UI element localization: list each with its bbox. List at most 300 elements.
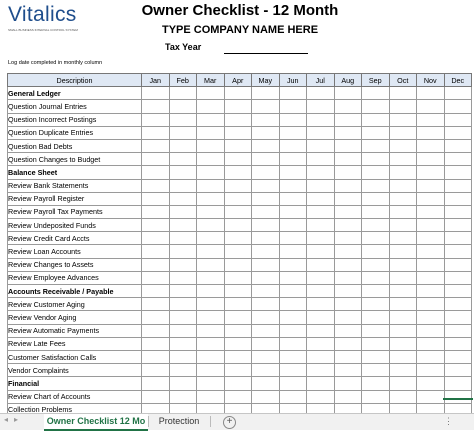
month-date-cell[interactable]	[307, 113, 335, 126]
month-date-cell[interactable]	[362, 271, 390, 284]
month-date-cell[interactable]	[169, 311, 197, 324]
month-date-cell[interactable]	[197, 232, 225, 245]
month-date-cell[interactable]	[444, 113, 472, 126]
month-date-cell[interactable]	[252, 113, 280, 126]
month-date-cell[interactable]	[224, 126, 252, 139]
month-date-cell[interactable]	[334, 192, 362, 205]
month-date-cell[interactable]	[224, 232, 252, 245]
month-date-cell[interactable]	[252, 245, 280, 258]
month-date-cell[interactable]	[334, 337, 362, 350]
month-date-cell[interactable]	[389, 258, 417, 271]
month-date-cell[interactable]	[252, 337, 280, 350]
month-date-cell[interactable]	[389, 271, 417, 284]
month-date-cell[interactable]	[252, 139, 280, 152]
month-date-cell[interactable]	[334, 311, 362, 324]
month-date-cell[interactable]	[417, 192, 445, 205]
month-date-cell[interactable]	[197, 285, 225, 298]
month-date-cell[interactable]	[224, 271, 252, 284]
month-date-cell[interactable]	[197, 324, 225, 337]
month-date-cell[interactable]	[142, 166, 170, 179]
month-date-cell[interactable]	[389, 377, 417, 390]
month-date-cell[interactable]	[197, 179, 225, 192]
month-date-cell[interactable]	[307, 139, 335, 152]
month-date-cell[interactable]	[224, 364, 252, 377]
month-date-cell[interactable]	[142, 100, 170, 113]
month-date-cell[interactable]	[362, 258, 390, 271]
month-date-cell[interactable]	[169, 245, 197, 258]
month-date-cell[interactable]	[169, 350, 197, 363]
month-date-cell[interactable]	[224, 219, 252, 232]
month-date-cell[interactable]	[417, 219, 445, 232]
month-date-cell[interactable]	[389, 205, 417, 218]
month-date-cell[interactable]	[197, 258, 225, 271]
month-date-cell[interactable]	[252, 100, 280, 113]
month-date-cell[interactable]	[169, 258, 197, 271]
month-date-cell[interactable]	[224, 245, 252, 258]
month-date-cell[interactable]	[279, 337, 307, 350]
month-date-cell[interactable]	[362, 179, 390, 192]
month-date-cell[interactable]	[417, 205, 445, 218]
month-date-cell[interactable]	[334, 285, 362, 298]
month-date-cell[interactable]	[334, 179, 362, 192]
month-date-cell[interactable]	[444, 324, 472, 337]
month-date-cell[interactable]	[224, 311, 252, 324]
month-date-cell[interactable]	[169, 403, 197, 413]
month-date-cell[interactable]	[417, 153, 445, 166]
month-date-cell[interactable]	[334, 205, 362, 218]
month-date-cell[interactable]	[169, 390, 197, 403]
month-date-cell[interactable]	[334, 113, 362, 126]
month-date-cell[interactable]	[362, 219, 390, 232]
month-date-cell[interactable]	[389, 139, 417, 152]
month-date-cell[interactable]	[197, 390, 225, 403]
month-date-cell[interactable]	[444, 166, 472, 179]
month-date-cell[interactable]	[224, 100, 252, 113]
month-date-cell[interactable]	[334, 153, 362, 166]
month-date-cell[interactable]	[279, 205, 307, 218]
month-date-cell[interactable]	[362, 298, 390, 311]
month-date-cell[interactable]	[279, 390, 307, 403]
tab-protection[interactable]: Protection	[158, 416, 200, 426]
month-date-cell[interactable]	[252, 271, 280, 284]
month-date-cell[interactable]	[252, 166, 280, 179]
month-date-cell[interactable]	[362, 390, 390, 403]
month-date-cell[interactable]	[224, 403, 252, 413]
month-date-cell[interactable]	[444, 87, 472, 100]
month-date-cell[interactable]	[444, 192, 472, 205]
month-date-cell[interactable]	[224, 153, 252, 166]
month-date-cell[interactable]	[224, 166, 252, 179]
month-date-cell[interactable]	[444, 390, 472, 403]
month-date-cell[interactable]	[389, 245, 417, 258]
month-date-cell[interactable]	[252, 298, 280, 311]
month-date-cell[interactable]	[224, 324, 252, 337]
month-date-cell[interactable]	[389, 100, 417, 113]
sheet-nav-arrows-icon[interactable]: ◂▸	[4, 415, 25, 424]
month-date-cell[interactable]	[279, 192, 307, 205]
month-date-cell[interactable]	[169, 377, 197, 390]
month-date-cell[interactable]	[334, 139, 362, 152]
month-date-cell[interactable]	[169, 324, 197, 337]
month-date-cell[interactable]	[307, 403, 335, 413]
month-date-cell[interactable]	[334, 245, 362, 258]
month-date-cell[interactable]	[389, 350, 417, 363]
month-date-cell[interactable]	[307, 153, 335, 166]
month-date-cell[interactable]	[362, 153, 390, 166]
month-date-cell[interactable]	[142, 311, 170, 324]
month-date-cell[interactable]	[362, 113, 390, 126]
add-sheet-icon[interactable]: +	[223, 416, 236, 429]
month-date-cell[interactable]	[417, 179, 445, 192]
month-date-cell[interactable]	[197, 192, 225, 205]
month-date-cell[interactable]	[389, 192, 417, 205]
month-date-cell[interactable]	[334, 377, 362, 390]
month-date-cell[interactable]	[197, 166, 225, 179]
month-date-cell[interactable]	[197, 126, 225, 139]
month-date-cell[interactable]	[307, 205, 335, 218]
month-date-cell[interactable]	[142, 192, 170, 205]
month-date-cell[interactable]	[307, 232, 335, 245]
month-date-cell[interactable]	[169, 337, 197, 350]
month-date-cell[interactable]	[417, 126, 445, 139]
month-date-cell[interactable]	[417, 350, 445, 363]
month-date-cell[interactable]	[197, 153, 225, 166]
month-date-cell[interactable]	[279, 232, 307, 245]
month-date-cell[interactable]	[417, 258, 445, 271]
month-date-cell[interactable]	[417, 166, 445, 179]
month-date-cell[interactable]	[334, 364, 362, 377]
month-date-cell[interactable]	[444, 205, 472, 218]
month-date-cell[interactable]	[279, 139, 307, 152]
month-date-cell[interactable]	[307, 87, 335, 100]
month-date-cell[interactable]	[362, 245, 390, 258]
month-date-cell[interactable]	[362, 324, 390, 337]
month-date-cell[interactable]	[444, 153, 472, 166]
month-date-cell[interactable]	[389, 166, 417, 179]
month-date-cell[interactable]	[224, 205, 252, 218]
month-date-cell[interactable]	[142, 245, 170, 258]
month-date-cell[interactable]	[169, 100, 197, 113]
month-date-cell[interactable]	[279, 219, 307, 232]
month-date-cell[interactable]	[197, 337, 225, 350]
month-date-cell[interactable]	[307, 245, 335, 258]
month-date-cell[interactable]	[279, 100, 307, 113]
month-date-cell[interactable]	[334, 87, 362, 100]
month-date-cell[interactable]	[169, 87, 197, 100]
month-date-cell[interactable]	[279, 285, 307, 298]
tax-year-input-line[interactable]	[224, 53, 308, 54]
month-date-cell[interactable]	[252, 153, 280, 166]
month-date-cell[interactable]	[197, 205, 225, 218]
month-date-cell[interactable]	[252, 126, 280, 139]
month-date-cell[interactable]	[444, 377, 472, 390]
month-date-cell[interactable]	[307, 377, 335, 390]
month-date-cell[interactable]	[334, 403, 362, 413]
month-date-cell[interactable]	[197, 298, 225, 311]
month-date-cell[interactable]	[224, 113, 252, 126]
month-date-cell[interactable]	[252, 205, 280, 218]
month-date-cell[interactable]	[197, 377, 225, 390]
month-date-cell[interactable]	[389, 337, 417, 350]
month-date-cell[interactable]	[307, 219, 335, 232]
month-date-cell[interactable]	[279, 166, 307, 179]
month-date-cell[interactable]	[307, 337, 335, 350]
month-date-cell[interactable]	[362, 139, 390, 152]
month-date-cell[interactable]	[417, 100, 445, 113]
month-date-cell[interactable]	[417, 298, 445, 311]
month-date-cell[interactable]	[252, 324, 280, 337]
month-date-cell[interactable]	[389, 311, 417, 324]
month-date-cell[interactable]	[362, 377, 390, 390]
month-date-cell[interactable]	[142, 205, 170, 218]
month-date-cell[interactable]	[444, 271, 472, 284]
month-date-cell[interactable]	[252, 179, 280, 192]
month-date-cell[interactable]	[279, 258, 307, 271]
month-date-cell[interactable]	[142, 139, 170, 152]
month-date-cell[interactable]	[142, 232, 170, 245]
month-date-cell[interactable]	[169, 192, 197, 205]
month-date-cell[interactable]	[142, 403, 170, 413]
month-date-cell[interactable]	[197, 350, 225, 363]
month-date-cell[interactable]	[444, 100, 472, 113]
month-date-cell[interactable]	[417, 245, 445, 258]
month-date-cell[interactable]	[279, 153, 307, 166]
month-date-cell[interactable]	[444, 337, 472, 350]
month-date-cell[interactable]	[224, 258, 252, 271]
month-date-cell[interactable]	[224, 337, 252, 350]
month-date-cell[interactable]	[224, 139, 252, 152]
month-date-cell[interactable]	[362, 192, 390, 205]
month-date-cell[interactable]	[169, 153, 197, 166]
month-date-cell[interactable]	[252, 364, 280, 377]
month-date-cell[interactable]	[142, 364, 170, 377]
month-date-cell[interactable]	[362, 205, 390, 218]
month-date-cell[interactable]	[362, 100, 390, 113]
month-date-cell[interactable]	[197, 271, 225, 284]
month-date-cell[interactable]	[389, 87, 417, 100]
month-date-cell[interactable]	[279, 87, 307, 100]
month-date-cell[interactable]	[334, 100, 362, 113]
month-date-cell[interactable]	[307, 364, 335, 377]
month-date-cell[interactable]	[279, 403, 307, 413]
month-date-cell[interactable]	[252, 232, 280, 245]
month-date-cell[interactable]	[334, 219, 362, 232]
tab-owner-checklist[interactable]: Owner Checklist 12 Mo	[44, 414, 148, 431]
month-date-cell[interactable]	[417, 311, 445, 324]
month-date-cell[interactable]	[307, 179, 335, 192]
company-name-cell[interactable]: TYPE COMPANY NAME HERE	[161, 24, 319, 36]
month-date-cell[interactable]	[197, 245, 225, 258]
month-date-cell[interactable]	[362, 403, 390, 413]
month-date-cell[interactable]	[169, 113, 197, 126]
month-date-cell[interactable]	[417, 285, 445, 298]
month-date-cell[interactable]	[307, 324, 335, 337]
month-date-cell[interactable]	[169, 166, 197, 179]
month-date-cell[interactable]	[279, 311, 307, 324]
month-date-cell[interactable]	[307, 192, 335, 205]
month-date-cell[interactable]	[307, 285, 335, 298]
month-date-cell[interactable]	[307, 390, 335, 403]
month-date-cell[interactable]	[197, 100, 225, 113]
month-date-cell[interactable]	[417, 377, 445, 390]
month-date-cell[interactable]	[417, 271, 445, 284]
month-date-cell[interactable]	[444, 350, 472, 363]
month-date-cell[interactable]	[444, 219, 472, 232]
month-date-cell[interactable]	[169, 364, 197, 377]
month-date-cell[interactable]	[142, 337, 170, 350]
month-date-cell[interactable]	[444, 311, 472, 324]
month-date-cell[interactable]	[197, 311, 225, 324]
month-date-cell[interactable]	[444, 139, 472, 152]
month-date-cell[interactable]	[362, 311, 390, 324]
month-date-cell[interactable]	[224, 350, 252, 363]
month-date-cell[interactable]	[169, 285, 197, 298]
month-date-cell[interactable]	[142, 219, 170, 232]
month-date-cell[interactable]	[224, 377, 252, 390]
month-date-cell[interactable]	[142, 271, 170, 284]
month-date-cell[interactable]	[334, 271, 362, 284]
month-date-cell[interactable]	[279, 350, 307, 363]
month-date-cell[interactable]	[307, 271, 335, 284]
month-date-cell[interactable]	[169, 179, 197, 192]
month-date-cell[interactable]	[334, 166, 362, 179]
month-date-cell[interactable]	[307, 166, 335, 179]
month-date-cell[interactable]	[169, 205, 197, 218]
month-date-cell[interactable]	[224, 298, 252, 311]
month-date-cell[interactable]	[389, 298, 417, 311]
month-date-cell[interactable]	[362, 126, 390, 139]
month-date-cell[interactable]	[362, 87, 390, 100]
month-date-cell[interactable]	[197, 403, 225, 413]
month-date-cell[interactable]	[142, 113, 170, 126]
month-date-cell[interactable]	[252, 87, 280, 100]
month-date-cell[interactable]	[444, 232, 472, 245]
month-date-cell[interactable]	[417, 364, 445, 377]
month-date-cell[interactable]	[417, 87, 445, 100]
month-date-cell[interactable]	[142, 179, 170, 192]
month-date-cell[interactable]	[389, 179, 417, 192]
month-date-cell[interactable]	[252, 403, 280, 413]
month-date-cell[interactable]	[362, 364, 390, 377]
month-date-cell[interactable]	[142, 126, 170, 139]
month-date-cell[interactable]	[279, 179, 307, 192]
month-date-cell[interactable]	[362, 350, 390, 363]
month-date-cell[interactable]	[334, 324, 362, 337]
month-date-cell[interactable]	[389, 153, 417, 166]
month-date-cell[interactable]	[197, 139, 225, 152]
month-date-cell[interactable]	[362, 337, 390, 350]
month-date-cell[interactable]	[142, 87, 170, 100]
month-date-cell[interactable]	[197, 219, 225, 232]
month-date-cell[interactable]	[169, 139, 197, 152]
month-date-cell[interactable]	[362, 285, 390, 298]
month-date-cell[interactable]	[307, 298, 335, 311]
month-date-cell[interactable]	[417, 337, 445, 350]
month-date-cell[interactable]	[334, 350, 362, 363]
month-date-cell[interactable]	[389, 232, 417, 245]
month-date-cell[interactable]	[444, 245, 472, 258]
month-date-cell[interactable]	[307, 350, 335, 363]
month-date-cell[interactable]	[389, 219, 417, 232]
month-date-cell[interactable]	[197, 364, 225, 377]
month-date-cell[interactable]	[334, 258, 362, 271]
month-date-cell[interactable]	[417, 403, 445, 413]
month-date-cell[interactable]	[389, 324, 417, 337]
month-date-cell[interactable]	[169, 298, 197, 311]
month-date-cell[interactable]	[252, 390, 280, 403]
month-date-cell[interactable]	[334, 126, 362, 139]
month-date-cell[interactable]	[334, 390, 362, 403]
month-date-cell[interactable]	[252, 285, 280, 298]
more-options-icon[interactable]: ⋮	[444, 416, 453, 426]
month-date-cell[interactable]	[307, 126, 335, 139]
month-date-cell[interactable]	[334, 298, 362, 311]
month-date-cell[interactable]	[279, 364, 307, 377]
month-date-cell[interactable]	[197, 113, 225, 126]
month-date-cell[interactable]	[169, 271, 197, 284]
month-date-cell[interactable]	[279, 298, 307, 311]
month-date-cell[interactable]	[142, 285, 170, 298]
month-date-cell[interactable]	[389, 285, 417, 298]
month-date-cell[interactable]	[142, 324, 170, 337]
month-date-cell[interactable]	[444, 258, 472, 271]
month-date-cell[interactable]	[142, 350, 170, 363]
month-date-cell[interactable]	[307, 100, 335, 113]
month-date-cell[interactable]	[224, 87, 252, 100]
month-date-cell[interactable]	[362, 166, 390, 179]
month-date-cell[interactable]	[142, 153, 170, 166]
month-date-cell[interactable]	[444, 179, 472, 192]
month-date-cell[interactable]	[279, 126, 307, 139]
month-date-cell[interactable]	[197, 87, 225, 100]
month-date-cell[interactable]	[444, 126, 472, 139]
month-date-cell[interactable]	[224, 192, 252, 205]
month-date-cell[interactable]	[444, 298, 472, 311]
month-date-cell[interactable]	[279, 377, 307, 390]
month-date-cell[interactable]	[224, 390, 252, 403]
month-date-cell[interactable]	[389, 403, 417, 413]
month-date-cell[interactable]	[142, 377, 170, 390]
month-date-cell[interactable]	[252, 377, 280, 390]
month-date-cell[interactable]	[389, 126, 417, 139]
month-date-cell[interactable]	[169, 219, 197, 232]
month-date-cell[interactable]	[307, 258, 335, 271]
month-date-cell[interactable]	[252, 350, 280, 363]
month-date-cell[interactable]	[279, 113, 307, 126]
month-date-cell[interactable]	[142, 298, 170, 311]
month-date-cell[interactable]	[252, 311, 280, 324]
month-date-cell[interactable]	[169, 126, 197, 139]
month-date-cell[interactable]	[142, 390, 170, 403]
month-date-cell[interactable]	[417, 113, 445, 126]
month-date-cell[interactable]	[252, 258, 280, 271]
month-date-cell[interactable]	[252, 192, 280, 205]
month-date-cell[interactable]	[334, 232, 362, 245]
month-date-cell[interactable]	[389, 113, 417, 126]
month-date-cell[interactable]	[142, 258, 170, 271]
month-date-cell[interactable]	[444, 285, 472, 298]
month-date-cell[interactable]	[279, 324, 307, 337]
month-date-cell[interactable]	[417, 139, 445, 152]
month-date-cell[interactable]	[224, 285, 252, 298]
month-date-cell[interactable]	[362, 232, 390, 245]
month-date-cell[interactable]	[444, 403, 472, 413]
month-date-cell[interactable]	[389, 364, 417, 377]
month-date-cell[interactable]	[252, 219, 280, 232]
month-date-cell[interactable]	[417, 324, 445, 337]
month-date-cell[interactable]	[279, 245, 307, 258]
month-date-cell[interactable]	[169, 232, 197, 245]
